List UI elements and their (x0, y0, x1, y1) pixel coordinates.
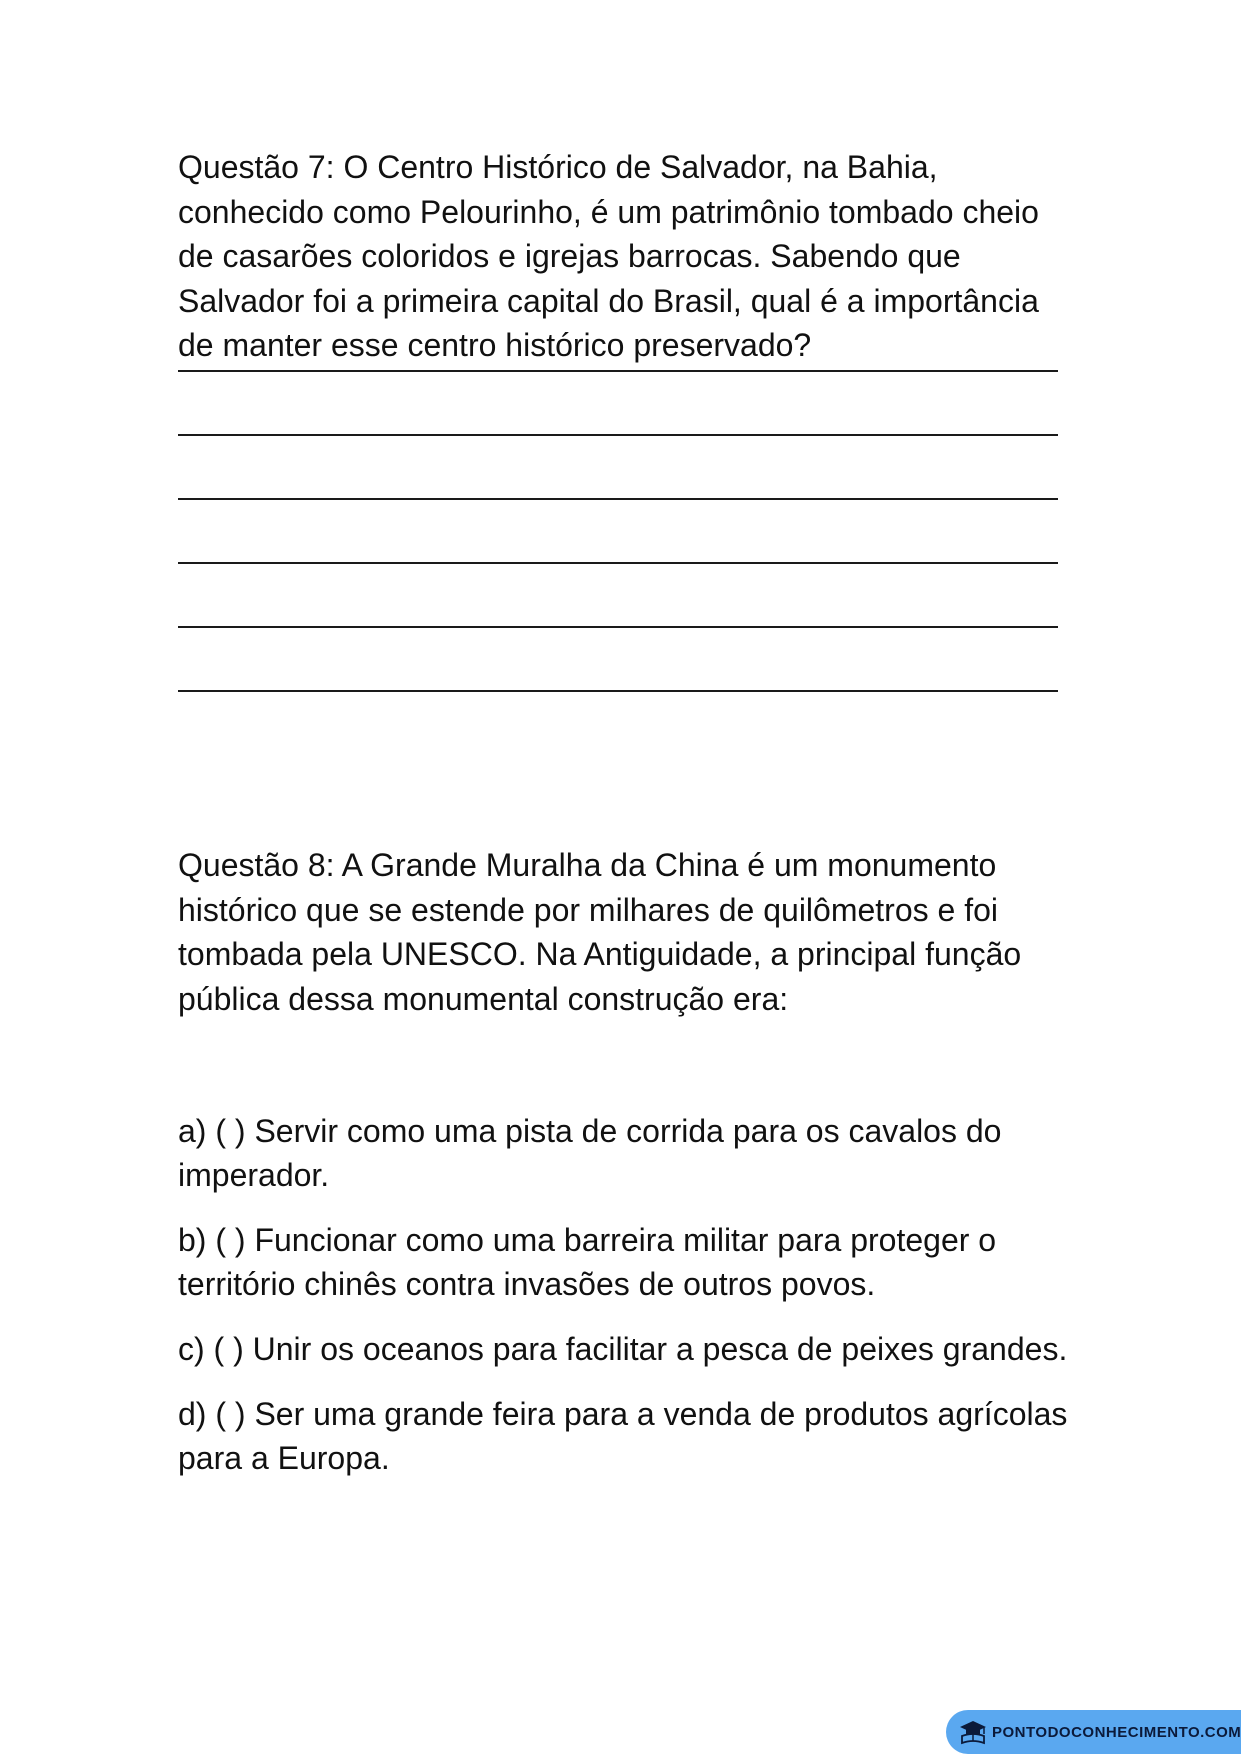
answer-line (178, 626, 1058, 628)
answer-line (178, 562, 1058, 564)
graduation-cap-book-icon (958, 1717, 988, 1747)
option-d: d) ( ) Ser uma grande feira para a venda de produtos agrícolas para a Europa. (178, 1396, 1068, 1476)
question-8-options (178, 1109, 1078, 1501)
answer-line (178, 370, 1058, 372)
option-a: a) ( ) Servir como uma pista de corrida para os cavalos do imperador. (178, 1113, 1002, 1193)
option-b: b) ( ) Funcionar como uma barreira militar para proteger o território chinês contra invasões de outros povos. (178, 1222, 997, 1302)
answer-line (178, 434, 1058, 436)
option-c: c) ( ) Unir os oceanos para facilitar a pesca de peixes grandes. (178, 1331, 1068, 1367)
answer-line (178, 498, 1058, 500)
answer-lines (178, 370, 1058, 754)
answer-line (178, 690, 1058, 692)
watermark-text: PONTODOCONHECIMENTO.COM (992, 1723, 1241, 1741)
question-7-text: Questão 7: O Centro Histórico de Salvador, na Bahia, conhecido como Pelourinho, é um patrimônio tombado cheio de casarões coloridos e igrejas barrocas. Sabendo que Salvador foi a primeira capital do Brasil, qual é a importância de manter esse centro histórico preservado? (178, 149, 1039, 363)
site-watermark (946, 1710, 1241, 1754)
question-8-text: Questão 8: A Grande Muralha da China é um monumento histórico que se estende por milhares de quilômetros e foi tombada pela UNESCO. Na Antiguidade, a principal função pública dessa monumental construção era: (178, 847, 1022, 1017)
